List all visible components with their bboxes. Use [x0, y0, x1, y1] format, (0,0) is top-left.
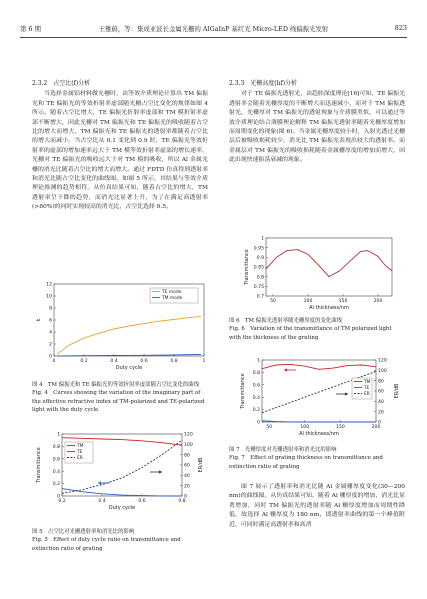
y2-tick-label: 40	[378, 399, 384, 405]
legend-entry: ER	[364, 392, 370, 397]
x-tick-label: 150	[335, 425, 345, 430]
figure-7-caption-cn: 图 7 光栅厚度对光栅透射率和消光比的影响	[229, 447, 337, 453]
section-heading-height: 2.3.3 光栅高度(hf)分析	[229, 80, 298, 87]
figure-4-caption-en: Fig. 4 Curves showing the variation of the imaginary part of the effective refractive index of TM-polarized and TE-polarized light with the duty cycle	[32, 390, 205, 413]
right-column-text	[229, 79, 405, 166]
x-tick-label: 0	[52, 359, 56, 364]
figure-5-caption-cn: 图 5 占空比对光栅透射率和消光比的影响	[32, 529, 135, 535]
y2-tick-label: 80	[184, 453, 190, 459]
y-tick-label: 6	[49, 318, 52, 324]
y2-tick-label: 60	[378, 389, 384, 395]
y-axis-label: k	[36, 318, 42, 322]
figure-7-caption-en: Fig. 7 Effect of grating thickness on transmittance and extinction ratio of grating	[229, 455, 383, 470]
y2-tick-label: 0	[184, 494, 187, 500]
axis-arrow-head	[98, 481, 101, 484]
y-tick-label: 0	[49, 354, 52, 360]
x-tick-label: 50	[266, 425, 273, 430]
x-tick-label: 0.6	[138, 499, 146, 504]
y-tick-label: 0.8	[252, 371, 260, 376]
x-axis-label: Duty cycle	[108, 505, 136, 511]
legend-entry: TM mode	[162, 296, 183, 301]
y-tick-label: 10	[46, 294, 52, 300]
y2-tick-label: 120	[184, 432, 193, 438]
figure-6-caption-en: Fig. 6 Variation of the transmittance of TM polarized light with the thickness of the grating	[229, 326, 392, 341]
x-axis-label: Al thickness/nm	[309, 305, 349, 311]
series-line-tm-mode	[57, 355, 201, 356]
legend-entry: TE	[77, 450, 83, 455]
running-header	[20, 24, 407, 38]
figure-5-caption	[32, 528, 208, 553]
x-tick-label: 0.4	[98, 499, 106, 504]
x-tick-label: 200	[373, 299, 383, 304]
y-tick-label: 0.2	[252, 408, 260, 414]
paragraph-height: 对于 TE 偏振光透射光，由趋肤深度理论[16]可知，TE 偏振光透射率会随着光栅厚度的不断增大而迅速减小，而对于 TM 偏振透射光，光栅厚对 TM 偏振光的透射现象与介质膜类似，可以通过等效介质理论结合薄膜理论解释 TM 偏振光透射率随着光栅厚度增加而周期变化的现象(图 6)。当金属光栅厚度较小时，入射光透过光栅层后被吸收损耗较少，消光比 TM 偏振光表现出较大的透射率。而金属层对 TM 偏振光的吸收损耗随着金属栅厚度的增加而增大，因此出现快速振荡衰减的现象。	[229, 91, 405, 164]
y2-tick-label: 100	[378, 368, 387, 374]
x-tick-label: 200	[371, 425, 381, 430]
y2-tick-label: 100	[184, 442, 193, 448]
y2-tick-label: 0	[378, 420, 381, 426]
figure-6-chart	[240, 234, 400, 314]
y-tick-label: 0.7	[256, 294, 264, 300]
x-tick-label: 1	[202, 359, 206, 364]
section-heading-duty-cycle: 2.3.2 占空比(f)分析	[32, 80, 91, 87]
y-tick-label: 0.2	[52, 482, 60, 488]
figure-7	[236, 356, 406, 442]
y-tick-label: 0.4	[252, 395, 260, 401]
y2-tick-label: 40	[184, 473, 190, 479]
header-rule	[20, 37, 407, 38]
left-column-text	[32, 79, 208, 213]
y-tick-label: 0.75	[253, 284, 264, 290]
figure-6	[240, 234, 400, 314]
y2-tick-label: 20	[378, 410, 384, 416]
y-tick-label: 0.4	[52, 469, 60, 475]
x-axis-label: Al thickness/nm	[299, 431, 339, 437]
x-tick-label: 0.8	[178, 499, 186, 504]
legend-entry: ER	[77, 456, 83, 461]
y-tick-label: 0.9	[256, 255, 264, 261]
y2-tick-label: 120	[378, 358, 387, 364]
y-tick-label: 0.95	[253, 246, 264, 252]
plot-frame	[266, 238, 392, 296]
y2-tick-label: 80	[378, 379, 384, 385]
y-axis-label: Transmittance	[244, 249, 250, 285]
legend-entry: TE	[364, 386, 370, 391]
axis-arrow-head	[159, 470, 162, 473]
y2-axis-label: ER/dB	[394, 383, 400, 399]
y2-tick-label: 60	[184, 463, 190, 469]
y-axis-label: Transmittance	[36, 447, 42, 483]
y-tick-label: 0	[257, 420, 260, 426]
x-tick-label: 0.6	[140, 359, 148, 364]
figure-7-chart	[236, 356, 406, 442]
axis-arrow-head	[284, 368, 287, 371]
x-tick-label: 50	[270, 299, 276, 304]
y2-tick-label: 20	[184, 484, 190, 490]
y-tick-label: 0	[57, 494, 60, 500]
axis-arrow-head	[345, 392, 348, 395]
x-axis-label: Duty cycle	[115, 365, 143, 371]
figure-6-caption	[229, 317, 405, 342]
y-tick-label: 0.8	[52, 445, 60, 450]
y-tick-label: 0.6	[252, 383, 260, 389]
figure-4-caption-cn: 图 4 TM 偏振光和 TE 偏振光的等效折射率虚部随占空比变化的曲线	[32, 382, 200, 388]
y-tick-label: 0.85	[253, 265, 264, 271]
legend-entry: TM	[364, 380, 371, 385]
page-number: 823	[394, 24, 407, 32]
x-tick-label: 100	[303, 299, 313, 304]
y-tick-label: 1	[261, 236, 264, 242]
issue-number: 第 6 期	[20, 25, 41, 33]
paragraph-thickness-result: 图 7 展示了透射率和消光比随 Al 金属栅厚度变化(30—200 nm)的曲线图。从仿真结果可知，随着 Al 栅厚度的增加，消光比显著增加，同时 TM 偏振光的透射率随 Al 栅厚度增加而周期性降低，故选择 Al 栅厚度为 180 nm，即透射率曲线的第一个峰值附近，可同时满足高透射率和高消	[229, 484, 405, 528]
x-tick-label: 0.8	[170, 359, 178, 364]
y-tick-label: 2	[49, 342, 52, 348]
y2-axis-label: ER/dB	[198, 457, 204, 473]
paragraph-duty-cycle: 当选择金属铝材料做光栅时，由等效介质理论计算出 TM 偏振光和 TE 偏振光的等效折射率虚部随光栅占空比变化的规律如图 4 所示。随着占空比增大，TE 偏振光折射率虚部和 TM 模折射率虚部不断增大，因此光栅对 TM 偏振光和 TE 偏振光的吸收随着占空比的增大而增大，TM 偏振光和 TE 偏振光的透射率都随着占空比的增大而减小。当占空比从 0.1 变化到 0.9 时，TE 偏振光等效折射率的虚部的增加速率远大于 TM 模等效折射率虚部的增长速率，光栅对 TE 偏振光的吸收远大于对 TM 模的吸收，所以 Al 金属光栅的消光比随着占空比的增大而增大。通过 FDTD 仿真得到透射率和消光比随占空比变化的曲线图，如图 5 所示，其结果与等效介质理论推测的趋势相符。从仿真结果可知，随着占空比的增大，TM 透射率呈下降的趋势，而消光比显著上升，为了在满足高透射率(>80%)的同时实现较高的消光比，占空比选择 0.5。	[32, 91, 208, 211]
x-tick-label: 0.2	[58, 499, 66, 504]
series-line-te-mode	[57, 316, 201, 354]
series-line-tm	[262, 364, 376, 369]
legend-entry: TE mode	[162, 290, 182, 295]
figure-5-chart	[32, 428, 212, 516]
y-tick-label: 1	[257, 358, 260, 364]
x-tick-label: 100	[300, 425, 310, 430]
legend-entry: TM	[77, 444, 84, 449]
figure-4-caption	[32, 381, 208, 414]
right-column-conclusion	[229, 483, 405, 530]
figure-4-chart	[32, 280, 212, 376]
figure-4	[32, 280, 212, 376]
y-tick-label: 0.6	[52, 457, 60, 463]
y-tick-label: 0.8	[256, 275, 264, 281]
figure-5	[32, 428, 212, 516]
figure-7-caption	[229, 446, 405, 471]
x-tick-label: 150	[338, 299, 348, 304]
figure-6-caption-cn: 图 6 TM 偏振光透射率随光栅厚度的变化曲线	[229, 318, 343, 324]
y-tick-label: 4	[49, 330, 52, 336]
x-tick-label: 0.2	[80, 359, 88, 364]
y-tick-label: 8	[49, 306, 52, 312]
y-axis-label: Transmittance	[240, 373, 246, 409]
running-title: 王雅蔚，等：集成亚波长金属光栅的 AlGaInP 基红光 Micro-LED 线偏振光发射	[98, 25, 329, 33]
y-tick-label: 1	[57, 432, 60, 438]
figure-5-caption-en: Fig. 5 Effect of duty cycle ratio on transmittance and extinction ratio of grating	[32, 537, 181, 552]
y-tick-label: 12	[46, 282, 52, 288]
x-tick-label: 0.4	[110, 359, 118, 364]
series-line-tm	[266, 250, 392, 277]
series-line-te	[262, 421, 376, 422]
